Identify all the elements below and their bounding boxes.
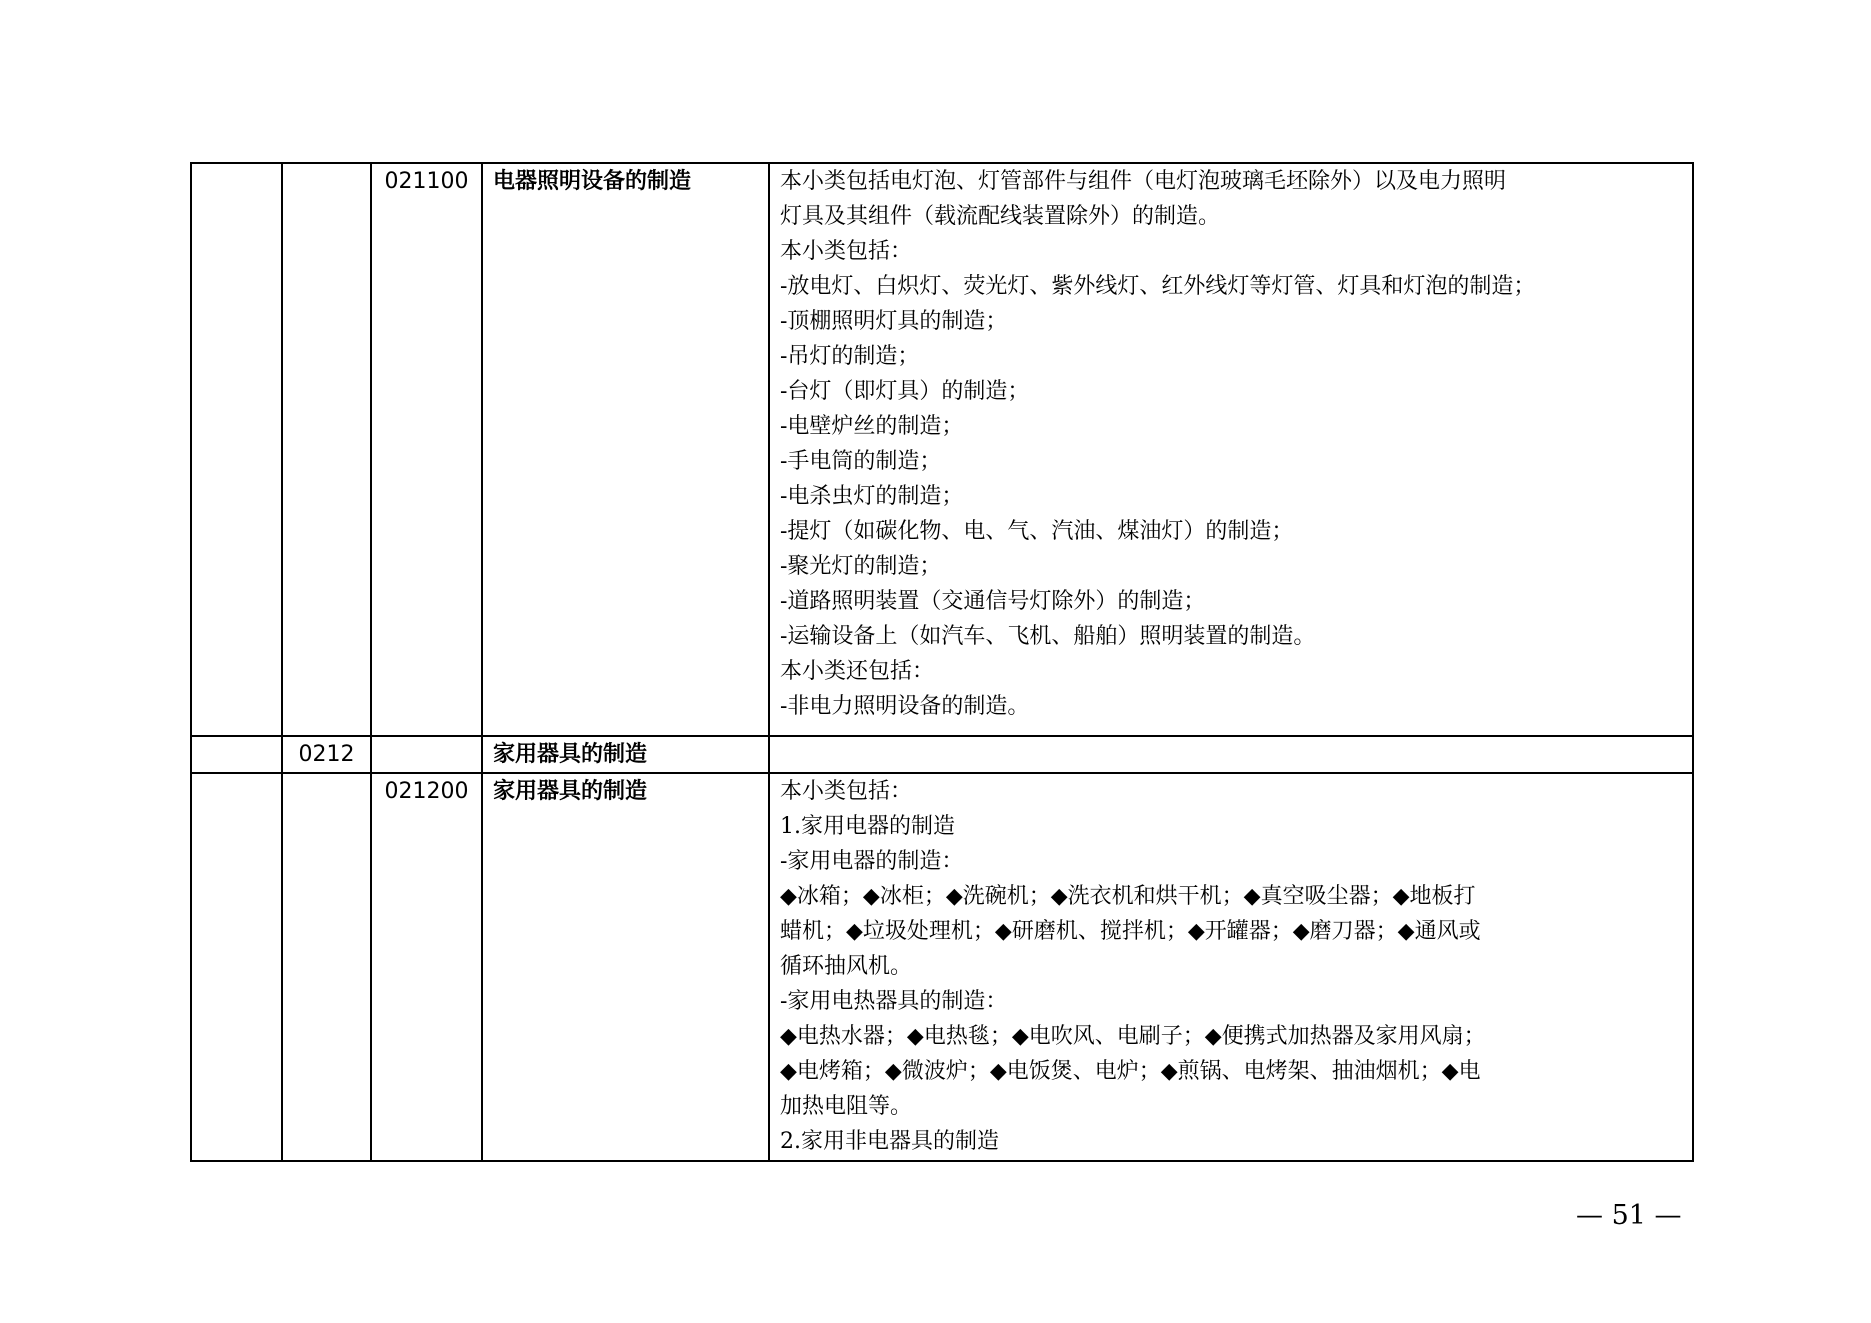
description-line: 本小类包括电灯泡、灯管部件与组件（电灯泡玻璃毛坯除外）以及电力照明 xyxy=(780,169,1507,194)
description-line: -放电灯、白炽灯、荧光灯、紫外线灯、红外线灯等灯管、灯具和灯泡的制造； xyxy=(780,274,1536,299)
description-line: -道路照明装置（交通信号灯除外）的制造； xyxy=(780,589,1206,614)
description-line: -台灯（即灯具）的制造； xyxy=(780,379,1030,404)
group-code-cell xyxy=(282,773,371,1161)
description-line: 1.家用电器的制造 xyxy=(780,814,955,839)
table-row xyxy=(191,773,1693,1161)
group-code-cell: 0212 xyxy=(282,736,371,773)
description-line: 2.家用非电器具的制造 xyxy=(780,1129,999,1154)
description-line: 蜡机；◆垃圾处理机；◆研磨机、搅拌机；◆开罐器；◆磨刀器；◆通风或 xyxy=(780,919,1481,944)
classification-table xyxy=(190,162,1694,1162)
section-code-cell xyxy=(191,773,282,1161)
description-line: -电壁炉丝的制造； xyxy=(780,414,964,439)
description-line: ◆电热水器；◆电热毯；◆电吹风、电刷子；◆便携式加热器及家用风扇； xyxy=(780,1024,1486,1049)
class-name-cell: 家用器具的制造 xyxy=(482,773,769,1161)
class-code-cell: 021100 xyxy=(371,163,482,736)
group-code-cell xyxy=(282,163,371,736)
description-cell xyxy=(769,163,1693,736)
description-line: -家用电器的制造： xyxy=(780,849,964,874)
description-line: ◆冰箱；◆冰柜；◆洗碗机；◆洗衣机和烘干机；◆真空吸尘器；◆地板打 xyxy=(780,884,1476,909)
table-row xyxy=(191,736,1693,773)
description-line: 本小类还包括： xyxy=(780,659,935,684)
description-line: -手电筒的制造； xyxy=(780,449,942,474)
description-cell xyxy=(769,773,1693,1161)
description-line: 灯具及其组件（载流配线装置除外）的制造。 xyxy=(780,204,1221,229)
description-line: -家用电热器具的制造： xyxy=(780,989,1008,1014)
class-name-cell: 家用器具的制造 xyxy=(482,736,769,773)
description-line: -聚光灯的制造； xyxy=(780,554,942,579)
description-line: ◆电烤箱；◆微波炉；◆电饭煲、电炉；◆煎锅、电烤架、抽油烟机；◆电 xyxy=(780,1059,1481,1084)
description-line: -提灯（如碳化物、电、气、汽油、煤油灯）的制造； xyxy=(780,519,1294,544)
description-line: -非电力照明设备的制造。 xyxy=(780,694,1030,719)
page-number: — 51 — xyxy=(1576,1200,1682,1231)
class-code-cell: 021200 xyxy=(371,773,482,1161)
description-line: -电杀虫灯的制造； xyxy=(780,484,964,509)
description-line: -吊灯的制造； xyxy=(780,344,920,369)
description-line: -顶棚照明灯具的制造； xyxy=(780,309,1008,334)
description-line: 本小类包括： xyxy=(780,239,913,264)
description-line: 循环抽风机。 xyxy=(780,954,913,979)
class-code-cell xyxy=(371,736,482,773)
class-name-cell: 电器照明设备的制造 xyxy=(482,163,769,736)
description-line: -运输设备上（如汽车、飞机、船舶）照明装置的制造。 xyxy=(780,624,1316,649)
description-line: 本小类包括： xyxy=(780,779,913,804)
description-cell xyxy=(769,736,1693,773)
section-code-cell xyxy=(191,163,282,736)
description-line: 加热电阻等。 xyxy=(780,1094,913,1119)
table-row xyxy=(191,163,1693,736)
section-code-cell xyxy=(191,736,282,773)
